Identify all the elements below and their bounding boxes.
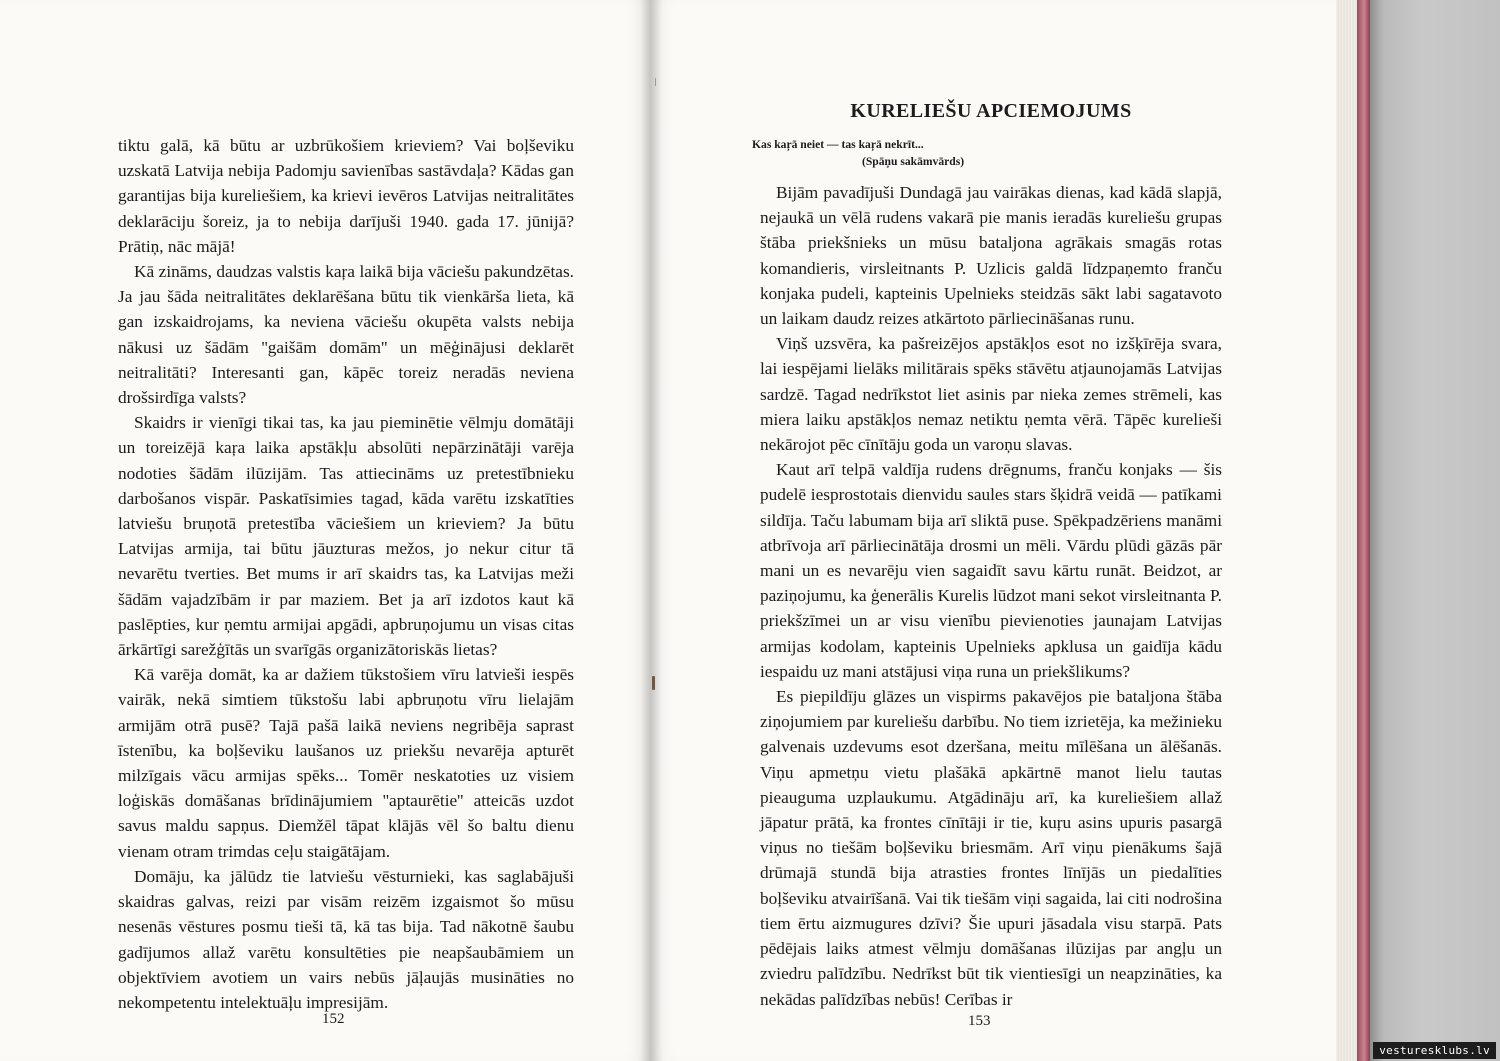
paragraph: Bijām pavadījuši Dundagā jau vairākas dienas, kad kādā slapjā, nejaukā un vēlā rudens vakarā pie manis ieradās kureliešu grupas štāba priekšnieks un mūsu bataljona agrākais smagās rotas komandieris, virsleitnants P. Uzlicis galdā līdzpaņemto franču konjaka pudeli, kapteinis Upelnieks steidzās sākt labi sagatavoto un laikam daudz reizes atkārtoto pārliecināšanas runu. [760,183,1222,329]
paragraph: Kā zināms, daudzas valstis kaŗa laikā bija vāciešu pakundzētas. Ja jau šāda neitralitātes deklarēšana būtu tik vienkārša lieta, kā gan izskaidrojams, ka neviena vāciešu okupēta valsts nebija nākusi uz šādām ''gaišām domām'' un mēģinājusi deklarēt neitralitāti? Interesanti gan, kāpēc toreiz neradās neviena drošsirdīga valsts? [118,262,574,408]
page-number-right: 153 [968,1013,991,1029]
watermark-label[interactable]: vesturesklubs.lv [1373,1042,1496,1059]
left-page-text [118,133,574,1015]
scan-background [1370,0,1500,1061]
paper-speck [652,676,655,690]
paper-speck [655,78,656,86]
paragraph: Es piepildīju glāzes un vispirms pakavējos pie bataljona štāba ziņojumiem par kureliešu darbību. No tiem izrietēja, ka mežinieku galvenais uzdevums esot dzeršana, meitu mīlēšana un ālēšanās. Viņu apmetņu vietu plašākā apkārtnē manot lielu tautas pieauguma uzplaukumu. Atgādināju arī, ka kureliešiem allaž jāpatur prātā, ka frontes cīnītāji ir tie, kuŗu asins upuris pasargā viņus no tiešām boļševiku briesmām. Arī viņu pienākums šajā drūmajā stundā bija atrasties frontes līnījās un piedalīties boļševiku atvairīšanā. Vai tik tiešām viņi sagaida, lai citi nodrošina tiem ērtu aizmugures dzīvi? Šie upuri jāsadala visu starpā. Pats pēdējais laiks atmest vēlmju domāšanas ilūzijas par angļu un zviedru palīdzību. Nedrīkst būt tik vientiesīgi un neapzināties, ka nekādas palīdzības nebūs! Cerības ir [760,687,1222,1009]
paragraph: tiktu galā, kā būtu ar uzbrūkošiem krieviem? Vai boļševiku uzskatā Latvija nebija Padomju savienības sastāvdaļa? Kādas gan garantijas bija kureliešiem, ka krievi ievēros Latvijas neitralitātes deklarāciju šoreiz, ja to nebija darījuši 1940. gada 17. jūnijā? Prātiņ, nāc mājā! [118,136,574,256]
paragraph: Domāju, ka jālūdz tie latviešu vēsturnieki, kas saglabājuši skaidras galvas, reizi par visām reizēm izgaismot šo mūsu nesenās vēstures posmu tieši tā, kā tas bija. Tad nākotnē šaubu gadījumos allaž varētu konsultēties pie neapšaubāmiem un objektīviem avotiem un vairs nebūs jāļaujās musināties no nekompetentu intelektuāļu impresijām. [118,866,574,1012]
right-page-text [760,180,1222,1012]
paragraph: Kaut arī telpā valdīja rudens drēgnums, franču konjaks — šis pudelē iesprostotais dienvidu saules stars šķidrā veidā — patīkami sildīja. Taču labumam bija arī sliktā puse. Spēkpadzēriens manāmi atbrīvoja arī pārliecinātāja drosmi un mēli. Vārdu plūdi gāzās pār mani un es nevarēju vien sagaidīt savu kārtu runāt. Beidzot, ar paziņojumu, ka ģenerālis Kurelis lūdzot mani sekot virsleitnanta P. priekšzīmei un ar visu vienību pievienoties jaunajam Latvijas armijas kodolam, kapteinis Upelnieks apklusa un gaidīja kādu iespaidu uz mani atstājusi viņa runa un priekšlikums? [760,460,1222,681]
paragraph: Viņš uzsvēra, ka pašreizējos apstākļos esot no izšķīrēja svara, lai iespējami lielāks militārais spēks stāvētu atjaunojamās Latvijas sardzē. Tagad nedrīkstot liet asinis par nieka zemes strēmeli, kas miera laiku apstākļos nemaz netiktu ņemta vērā. Tāpēc kurelieši nekārojot pēc cīnītāju goda un varoņu slavas. [760,334,1222,455]
paragraph: Skaidrs ir vienīgi tikai tas, ka jau pieminētie vēlmju domātāji un toreizējā kaŗa laika apstākļu absolūti nepārzinātāji varēja nodoties šādām ilūzijām. Tas attiecināms uz pretestībnieku darbošanos vispār. Paskatīsimies tagad, kāda varētu izskatīties latviešu bruņotā pretestība vāciešiem un krieviem? Ja būtu Latvijas armija, tai būtu jāuzturas mežos, jo nekur citur tā nevarētu tverties. Bet mums ir arī skaidrs tas, ka Latvijas meži šādām vajadzībām ir par maziem. Bet ja arī izdotos kaut kā paslēpties, kur ņemtu armijai apgādi, apbruņojumu un visas citas ārkārtīgi sarežģītās un svarīgās organizātoriskās lietas? [118,413,574,660]
epigraph-source: (Spāņu sakāmvārds) [862,155,965,168]
chapter-title: KURELIEŠU APCIEMOJUMS [850,100,1132,122]
page-edges [1336,0,1358,1061]
epigraph [752,136,1052,170]
page-number-left: 152 [322,1011,345,1027]
book-cover-edge [1357,0,1370,1061]
paragraph: Kā varēja domāt, ka ar dažiem tūkstošiem vīru latvieši iespēs vairāk, nekā simtiem tūkstošu labi apbruņotu vīru lielajām armijām otrā pusē? Tajā pašā laikā neviens negribēja saprast īstenību, ka boļševiku laušanos uz priekšu nevarēja apturēt milzīgais vācu armijas spēks... Tomēr neskatoties uz visiem loģiskās domāšanas brīdinājumiem ''aptaurētie'' atteicās uzdot savus maldu sapņus. Diemžēl tāpat klājās vēl šo baltu dienu vienam otram trimdas ceļu staigātājam. [118,665,574,861]
epigraph-quote: Kas kaŗā neiet — tas kaŗā nekrīt... [752,138,924,151]
book-gutter [640,0,662,1061]
